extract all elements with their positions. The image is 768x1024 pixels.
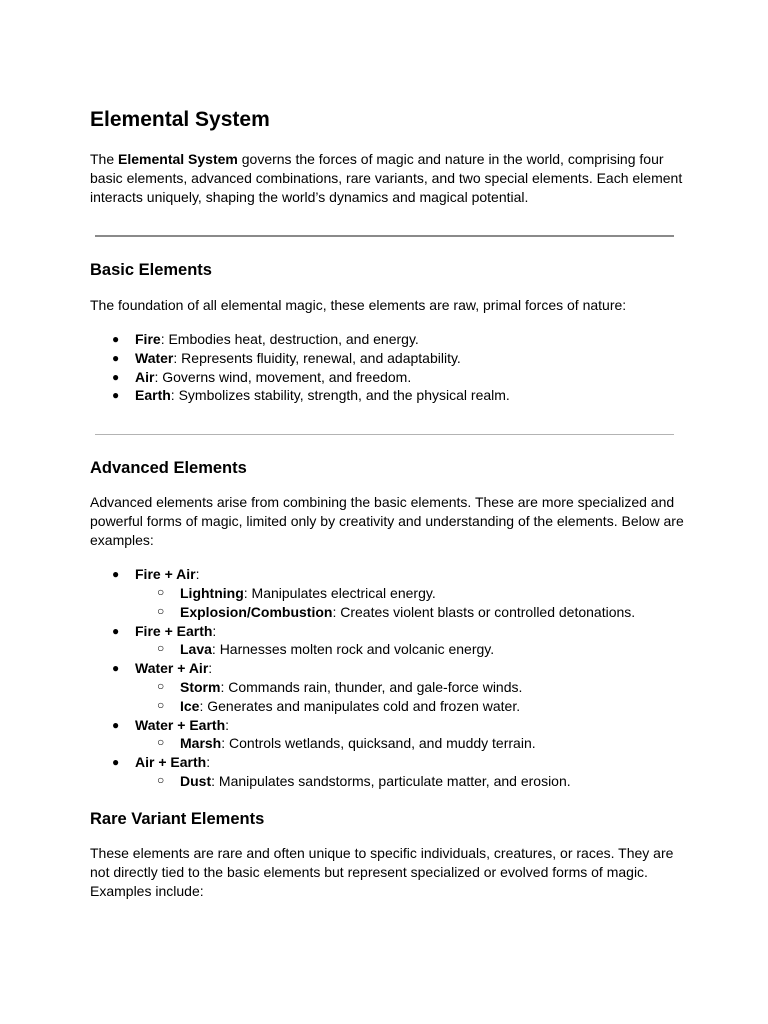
- element-name: Dust: [180, 772, 212, 789]
- advanced-elements-heading: Advanced Elements: [90, 459, 247, 478]
- document-content: [90, 103, 690, 901]
- advanced-elements-list: [90, 565, 690, 791]
- hollow-bullet-icon: ○: [157, 735, 165, 750]
- sub-list: [135, 772, 690, 791]
- element-desc: : Manipulates electrical energy.: [243, 584, 436, 601]
- sub-list: [135, 734, 690, 753]
- bullet-icon: ●: [112, 332, 120, 346]
- element-name: Marsh: [180, 735, 222, 752]
- hollow-bullet-icon: ○: [157, 772, 165, 787]
- list-item: [90, 386, 690, 405]
- hollow-bullet-icon: ○: [157, 697, 165, 712]
- sub-list-item: [135, 734, 690, 753]
- sub-list: [135, 584, 690, 622]
- element-name: Air: [135, 368, 155, 385]
- element-name: Fire: [135, 331, 161, 347]
- list-item: [90, 622, 690, 660]
- element-desc: : Controls wetlands, quicksand, and muddy terrain.: [221, 735, 536, 752]
- element-name: Explosion/Combustion: [180, 603, 333, 620]
- combo-name: Water + Earth: [135, 716, 226, 733]
- element-desc: : Manipulates sandstorms, particulate matter, and erosion.: [211, 772, 571, 789]
- bullet-icon: ●: [112, 755, 120, 770]
- hollow-bullet-icon: ○: [157, 641, 165, 656]
- bullet-icon: ●: [112, 369, 120, 384]
- combo-suffix: :: [206, 754, 211, 771]
- element-desc: : Embodies heat, destruction, and energy.: [160, 331, 419, 347]
- sub-list: [135, 678, 690, 716]
- sub-list-item: [135, 697, 690, 716]
- combo-suffix: :: [225, 716, 230, 733]
- rare-elements-intro: These elements are rare and often unique to specific individuals, creatures, or races. They are not directly tied to the basic elements but represent specialized or evolved forms of magic. Examples include:: [90, 844, 674, 899]
- sub-list-item: [135, 584, 690, 603]
- bullet-icon: ●: [112, 623, 120, 638]
- bullet-icon: ●: [112, 661, 120, 676]
- hollow-bullet-icon: ○: [157, 603, 165, 618]
- bullet-icon: ●: [112, 567, 120, 582]
- bullet-icon: ●: [112, 350, 120, 365]
- sub-list: [135, 640, 690, 659]
- hollow-bullet-icon: ○: [157, 584, 165, 599]
- element-name: Ice: [180, 697, 200, 714]
- basic-elements-heading: Basic Elements: [90, 261, 212, 279]
- combo-suffix: :: [195, 566, 200, 583]
- element-name: Earth: [135, 387, 171, 404]
- list-item: [90, 330, 690, 349]
- sub-list-item: [135, 603, 690, 622]
- combo-suffix: :: [208, 660, 213, 677]
- section-divider: [95, 235, 674, 237]
- rare-elements-heading: Rare Variant Elements: [90, 809, 265, 828]
- combo-name: Air + Earth: [135, 754, 207, 771]
- intro-text-bold: Elemental System: [118, 151, 238, 167]
- list-item: [90, 565, 690, 621]
- element-desc: : Represents fluidity, renewal, and adaptability.: [173, 349, 461, 366]
- intro-text-pre: The: [90, 151, 119, 167]
- element-name: Water: [135, 349, 174, 366]
- list-item: [90, 349, 690, 368]
- basic-elements-list: [90, 330, 690, 405]
- section-divider: [95, 434, 674, 435]
- element-desc: : Commands rain, thunder, and gale-force winds.: [220, 678, 523, 695]
- element-name: Storm: [180, 678, 221, 695]
- element-name: Lightning: [180, 584, 244, 601]
- list-item: [90, 659, 690, 715]
- sub-list-item: [135, 678, 690, 697]
- intro-text-post: governs the forces of magic and nature in the world, comprising four basic elements, advanced combinations, rare variants, and two special elements. Each element interacts uniquely, shaping the world’s dynamics and magical potential.: [90, 151, 683, 205]
- combo-name: Fire + Earth: [135, 622, 213, 639]
- list-item: [90, 753, 690, 791]
- element-name: Lava: [180, 641, 212, 658]
- intro-paragraph: [90, 150, 690, 207]
- hollow-bullet-icon: ○: [157, 678, 165, 693]
- element-desc: : Governs wind, movement, and freedom.: [154, 368, 412, 385]
- sub-list-item: [135, 640, 690, 659]
- element-desc: : Generates and manipulates cold and frozen water.: [199, 697, 521, 714]
- page-title: Elemental System: [90, 108, 270, 131]
- element-desc: : Symbolizes stability, strength, and the physical realm.: [170, 387, 510, 404]
- combo-suffix: :: [212, 622, 217, 639]
- element-desc: : Creates violent blasts or controlled detonations.: [332, 603, 636, 620]
- combo-name: Water + Air: [135, 660, 209, 677]
- sub-list-item: [135, 772, 690, 791]
- bullet-icon: ●: [112, 388, 120, 403]
- element-desc: : Harnesses molten rock and volcanic energy.: [211, 641, 495, 658]
- list-item: [90, 368, 690, 387]
- bullet-icon: ●: [112, 717, 120, 732]
- list-item: [90, 716, 690, 754]
- combo-name: Fire + Air: [135, 566, 196, 583]
- basic-elements-intro: The foundation of all elemental magic, these elements are raw, primal forces of nature:: [90, 297, 627, 313]
- advanced-elements-intro: Advanced elements arise from combining the basic elements. These are more specialized and powerful forms of magic, limited only by creativity and understanding of the elements. Below are examples:: [90, 494, 684, 549]
